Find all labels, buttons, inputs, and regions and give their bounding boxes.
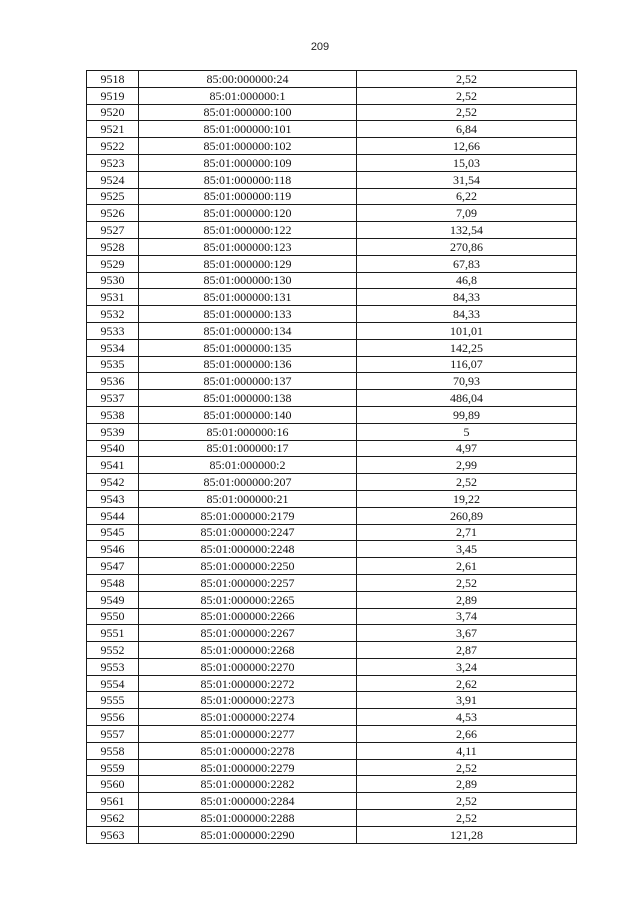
cadastral-number-cell: 85:01:000000:135 xyxy=(139,339,357,356)
table-row xyxy=(87,507,577,524)
value-cell: 2,87 xyxy=(357,642,577,659)
value-cell: 142,25 xyxy=(357,339,577,356)
row-number-cell: 9544 xyxy=(87,507,139,524)
row-number-cell: 9524 xyxy=(87,171,139,188)
table-row xyxy=(87,339,577,356)
row-number-cell: 9542 xyxy=(87,474,139,491)
row-number-cell: 9545 xyxy=(87,524,139,541)
row-number-cell: 9531 xyxy=(87,289,139,306)
table-row xyxy=(87,524,577,541)
cadastral-number-cell: 85:01:000000:122 xyxy=(139,222,357,239)
value-cell: 2,71 xyxy=(357,524,577,541)
table-row xyxy=(87,810,577,827)
value-cell: 2,62 xyxy=(357,675,577,692)
table-row xyxy=(87,406,577,423)
row-number-cell: 9551 xyxy=(87,625,139,642)
value-cell: 486,04 xyxy=(357,390,577,407)
row-number-cell: 9527 xyxy=(87,222,139,239)
table-row xyxy=(87,171,577,188)
row-number-cell: 9553 xyxy=(87,658,139,675)
row-number-cell: 9535 xyxy=(87,356,139,373)
value-cell: 3,67 xyxy=(357,625,577,642)
row-number-cell: 9533 xyxy=(87,322,139,339)
row-number-cell: 9526 xyxy=(87,205,139,222)
value-cell: 12,66 xyxy=(357,138,577,155)
table-row xyxy=(87,289,577,306)
page-number: 209 xyxy=(310,41,330,53)
cadastral-number-cell: 85:01:000000:140 xyxy=(139,406,357,423)
table-row xyxy=(87,826,577,843)
table-row xyxy=(87,608,577,625)
row-number-cell: 9559 xyxy=(87,759,139,776)
row-number-cell: 9538 xyxy=(87,406,139,423)
value-cell: 2,52 xyxy=(357,474,577,491)
cadastral-number-cell: 85:01:000000:2270 xyxy=(139,658,357,675)
cadastral-number-cell: 85:01:000000:109 xyxy=(139,154,357,171)
row-number-cell: 9530 xyxy=(87,272,139,289)
row-number-cell: 9529 xyxy=(87,255,139,272)
table-row xyxy=(87,423,577,440)
row-number-cell: 9522 xyxy=(87,138,139,155)
value-cell: 116,07 xyxy=(357,356,577,373)
table-row xyxy=(87,709,577,726)
value-cell: 19,22 xyxy=(357,490,577,507)
value-cell: 2,99 xyxy=(357,457,577,474)
value-cell: 70,93 xyxy=(357,373,577,390)
row-number-cell: 9558 xyxy=(87,742,139,759)
table-row xyxy=(87,356,577,373)
value-cell: 5 xyxy=(357,423,577,440)
value-cell: 2,52 xyxy=(357,104,577,121)
row-number-cell: 9523 xyxy=(87,154,139,171)
value-cell: 2,89 xyxy=(357,776,577,793)
value-cell: 31,54 xyxy=(357,171,577,188)
table-row xyxy=(87,675,577,692)
table-row xyxy=(87,726,577,743)
row-number-cell: 9557 xyxy=(87,726,139,743)
cadastral-number-cell: 85:01:000000:2248 xyxy=(139,541,357,558)
row-number-cell: 9543 xyxy=(87,490,139,507)
row-number-cell: 9549 xyxy=(87,591,139,608)
row-number-cell: 9546 xyxy=(87,541,139,558)
cadastral-number-cell: 85:01:000000:130 xyxy=(139,272,357,289)
cadastral-number-cell: 85:01:000000:2274 xyxy=(139,709,357,726)
cadastral-number-cell: 85:01:000000:2268 xyxy=(139,642,357,659)
value-cell: 15,03 xyxy=(357,154,577,171)
table-row xyxy=(87,238,577,255)
cadastral-number-cell: 85:01:000000:133 xyxy=(139,306,357,323)
table-row xyxy=(87,574,577,591)
row-number-cell: 9552 xyxy=(87,642,139,659)
cadastral-number-cell: 85:01:000000:2284 xyxy=(139,793,357,810)
table-row xyxy=(87,272,577,289)
cadastral-number-cell: 85:01:000000:138 xyxy=(139,390,357,407)
table-row xyxy=(87,793,577,810)
table-row xyxy=(87,255,577,272)
cadastral-number-cell: 85:01:000000:2 xyxy=(139,457,357,474)
cadastral-number-cell: 85:01:000000:2273 xyxy=(139,692,357,709)
row-number-cell: 9555 xyxy=(87,692,139,709)
cadastral-number-cell: 85:01:000000:129 xyxy=(139,255,357,272)
table-row xyxy=(87,541,577,558)
value-cell: 3,45 xyxy=(357,541,577,558)
value-cell: 84,33 xyxy=(357,289,577,306)
row-number-cell: 9562 xyxy=(87,810,139,827)
table-row xyxy=(87,188,577,205)
row-number-cell: 9528 xyxy=(87,238,139,255)
table-row xyxy=(87,373,577,390)
table-row xyxy=(87,474,577,491)
registry-table-body xyxy=(87,71,577,844)
row-number-cell: 9539 xyxy=(87,423,139,440)
cadastral-number-cell: 85:01:000000:207 xyxy=(139,474,357,491)
cadastral-number-cell: 85:01:000000:2279 xyxy=(139,759,357,776)
table-row xyxy=(87,322,577,339)
table-row xyxy=(87,71,577,88)
cadastral-number-cell: 85:01:000000:2278 xyxy=(139,742,357,759)
table-row xyxy=(87,658,577,675)
table-row xyxy=(87,154,577,171)
row-number-cell: 9554 xyxy=(87,675,139,692)
value-cell: 2,52 xyxy=(357,71,577,88)
value-cell: 3,74 xyxy=(357,608,577,625)
value-cell: 67,83 xyxy=(357,255,577,272)
row-number-cell: 9560 xyxy=(87,776,139,793)
value-cell: 2,52 xyxy=(357,759,577,776)
table-row xyxy=(87,625,577,642)
table-row xyxy=(87,390,577,407)
table-row xyxy=(87,759,577,776)
value-cell: 2,52 xyxy=(357,87,577,104)
table-row xyxy=(87,692,577,709)
row-number-cell: 9518 xyxy=(87,71,139,88)
value-cell: 260,89 xyxy=(357,507,577,524)
value-cell: 4,97 xyxy=(357,440,577,457)
table-row xyxy=(87,591,577,608)
cadastral-number-cell: 85:01:000000:2288 xyxy=(139,810,357,827)
row-number-cell: 9536 xyxy=(87,373,139,390)
row-number-cell: 9540 xyxy=(87,440,139,457)
cadastral-number-cell: 85:01:000000:2250 xyxy=(139,558,357,575)
cadastral-number-cell: 85:01:000000:101 xyxy=(139,121,357,138)
row-number-cell: 9519 xyxy=(87,87,139,104)
value-cell: 121,28 xyxy=(357,826,577,843)
value-cell: 101,01 xyxy=(357,322,577,339)
registry-table xyxy=(86,70,577,844)
value-cell: 2,61 xyxy=(357,558,577,575)
row-number-cell: 9541 xyxy=(87,457,139,474)
value-cell: 2,66 xyxy=(357,726,577,743)
value-cell: 84,33 xyxy=(357,306,577,323)
table-row xyxy=(87,222,577,239)
value-cell: 3,91 xyxy=(357,692,577,709)
row-number-cell: 9537 xyxy=(87,390,139,407)
value-cell: 3,24 xyxy=(357,658,577,675)
cadastral-number-cell: 85:01:000000:2272 xyxy=(139,675,357,692)
row-number-cell: 9556 xyxy=(87,709,139,726)
cadastral-number-cell: 85:01:000000:2266 xyxy=(139,608,357,625)
table-row xyxy=(87,642,577,659)
cadastral-number-cell: 85:01:000000:2257 xyxy=(139,574,357,591)
row-number-cell: 9532 xyxy=(87,306,139,323)
cadastral-number-cell: 85:01:000000:16 xyxy=(139,423,357,440)
cadastral-number-cell: 85:01:000000:2282 xyxy=(139,776,357,793)
table-row xyxy=(87,205,577,222)
table-row xyxy=(87,138,577,155)
cadastral-number-cell: 85:01:000000:137 xyxy=(139,373,357,390)
value-cell: 6,84 xyxy=(357,121,577,138)
value-cell: 7,09 xyxy=(357,205,577,222)
value-cell: 2,89 xyxy=(357,591,577,608)
cadastral-number-cell: 85:01:000000:123 xyxy=(139,238,357,255)
cadastral-number-cell: 85:01:000000:17 xyxy=(139,440,357,457)
row-number-cell: 9534 xyxy=(87,339,139,356)
value-cell: 4,53 xyxy=(357,709,577,726)
table-row xyxy=(87,121,577,138)
table-row xyxy=(87,104,577,121)
cadastral-number-cell: 85:01:000000:2247 xyxy=(139,524,357,541)
value-cell: 99,89 xyxy=(357,406,577,423)
cadastral-number-cell: 85:01:000000:2267 xyxy=(139,625,357,642)
table-row xyxy=(87,558,577,575)
cadastral-number-cell: 85:01:000000:2265 xyxy=(139,591,357,608)
row-number-cell: 9521 xyxy=(87,121,139,138)
table-row xyxy=(87,440,577,457)
table-row xyxy=(87,457,577,474)
cadastral-number-cell: 85:01:000000:100 xyxy=(139,104,357,121)
value-cell: 2,52 xyxy=(357,810,577,827)
table-row xyxy=(87,87,577,104)
cadastral-number-cell: 85:01:000000:1 xyxy=(139,87,357,104)
row-number-cell: 9561 xyxy=(87,793,139,810)
table-row xyxy=(87,776,577,793)
value-cell: 2,52 xyxy=(357,793,577,810)
cadastral-number-cell: 85:01:000000:102 xyxy=(139,138,357,155)
cadastral-number-cell: 85:01:000000:21 xyxy=(139,490,357,507)
cadastral-number-cell: 85:01:000000:119 xyxy=(139,188,357,205)
row-number-cell: 9563 xyxy=(87,826,139,843)
cadastral-number-cell: 85:01:000000:118 xyxy=(139,171,357,188)
value-cell: 2,52 xyxy=(357,574,577,591)
value-cell: 46,8 xyxy=(357,272,577,289)
cadastral-number-cell: 85:01:000000:2179 xyxy=(139,507,357,524)
table-row xyxy=(87,306,577,323)
value-cell: 4,11 xyxy=(357,742,577,759)
cadastral-number-cell: 85:01:000000:131 xyxy=(139,289,357,306)
value-cell: 132,54 xyxy=(357,222,577,239)
row-number-cell: 9525 xyxy=(87,188,139,205)
row-number-cell: 9520 xyxy=(87,104,139,121)
value-cell: 270,86 xyxy=(357,238,577,255)
table-row xyxy=(87,742,577,759)
cadastral-number-cell: 85:00:000000:24 xyxy=(139,71,357,88)
cadastral-number-cell: 85:01:000000:134 xyxy=(139,322,357,339)
row-number-cell: 9548 xyxy=(87,574,139,591)
cadastral-number-cell: 85:01:000000:120 xyxy=(139,205,357,222)
row-number-cell: 9547 xyxy=(87,558,139,575)
row-number-cell: 9550 xyxy=(87,608,139,625)
cadastral-number-cell: 85:01:000000:2277 xyxy=(139,726,357,743)
cadastral-number-cell: 85:01:000000:2290 xyxy=(139,826,357,843)
value-cell: 6,22 xyxy=(357,188,577,205)
table-row xyxy=(87,490,577,507)
cadastral-number-cell: 85:01:000000:136 xyxy=(139,356,357,373)
